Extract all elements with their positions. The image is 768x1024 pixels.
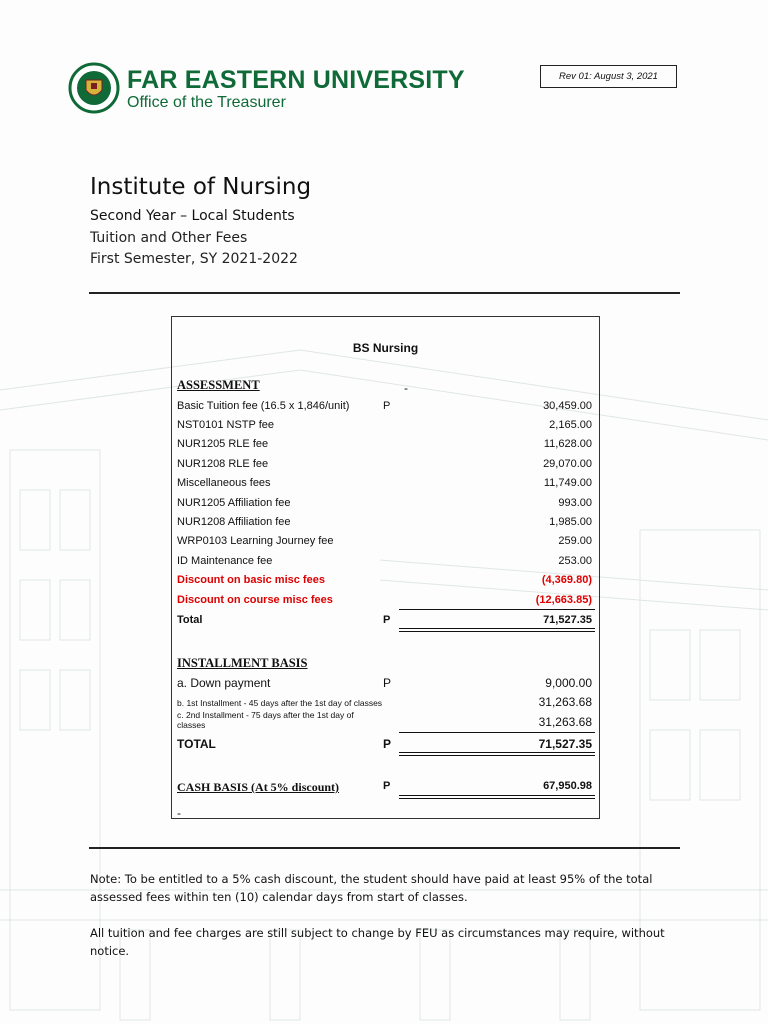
bottom-divider — [89, 847, 680, 849]
document-line-fees: Tuition and Other Fees — [90, 230, 248, 246]
fee-row — [172, 535, 599, 553]
fee-label: ID Maintenance fee — [177, 555, 273, 567]
university-name: FAR EASTERN UNIVERSITY — [127, 66, 465, 94]
fee-amount: 253.00 — [558, 555, 592, 567]
fee-amount: 1,985.00 — [549, 516, 592, 528]
subject-to-change-note: All tuition and fee charges are still subject to change by FEU as circumstances may require, without notice. — [90, 926, 665, 958]
fee-row — [172, 555, 599, 573]
installment-row — [172, 710, 599, 737]
fee-label: NUR1208 RLE fee — [177, 458, 269, 470]
total-amount: 71,527.35 — [543, 614, 592, 626]
total-row — [172, 614, 599, 632]
program-title: BS Nursing — [352, 341, 419, 355]
installment-amount: 9,000.00 — [545, 676, 592, 690]
fee-row — [172, 477, 599, 495]
currency-symbol: P — [383, 737, 392, 751]
office-name: Office of the Treasurer — [127, 94, 286, 111]
fee-amount: 2,165.00 — [549, 419, 592, 431]
fee-amount: 993.00 — [558, 497, 592, 509]
fee-row — [172, 438, 599, 456]
fee-amount: 30,459.00 — [543, 400, 592, 412]
cash-basis-underline — [399, 795, 595, 796]
fee-row — [172, 458, 599, 476]
currency-symbol: P — [383, 614, 391, 626]
discount-row — [172, 574, 599, 592]
installment-total-rule — [399, 732, 595, 733]
fee-label: NUR1205 Affiliation fee — [177, 497, 291, 509]
installment-total-double-underline — [399, 755, 595, 756]
installment-label: c. 2nd Installment - 75 days after the 1st day of classes — [177, 710, 354, 730]
fee-label: WRP0103 Learning Journey fee — [177, 535, 334, 547]
feu-seal-logo — [68, 58, 120, 118]
fee-amount: 11,749.00 — [543, 477, 592, 489]
installment-total-label: TOTAL — [177, 737, 216, 751]
fee-row — [172, 497, 599, 515]
installment-total-underline — [399, 752, 595, 753]
fee-label: Miscellaneous fees — [177, 477, 271, 489]
installment-heading: INSTALLMENT BASIS — [177, 656, 308, 670]
document-subtitle: Second Year – Local Students — [90, 208, 295, 224]
installment-label: b. 1st Installment - 45 days after the 1st day of classes — [177, 698, 383, 708]
installment-amount: 31,263.68 — [538, 715, 592, 729]
cash-discount-note: Note: To be entitled to a 5% cash discount, the student should have paid at least 95% of the total assessed fees within ten (10) calendar days from start of classes. — [90, 872, 653, 904]
total-label: Total — [177, 614, 203, 626]
installment-row — [172, 676, 599, 694]
trailing-mark: - — [177, 806, 181, 820]
discount-amount: (12,663.85) — [535, 594, 592, 606]
currency-symbol: P — [383, 676, 392, 690]
total-double-underline — [399, 631, 595, 632]
currency-symbol: P — [383, 400, 391, 412]
fee-row — [172, 419, 599, 437]
total-rule — [399, 609, 595, 610]
discount-label: Discount on basic misc fees — [177, 574, 325, 586]
currency-symbol: P — [383, 780, 391, 792]
fee-row — [172, 400, 599, 418]
discount-amount: (4,369.80) — [541, 574, 592, 586]
fee-label: Basic Tuition fee (16.5 x 1,846/unit) — [177, 400, 350, 412]
cash-basis-amount: 67,950.98 — [543, 780, 592, 792]
cash-basis-double-underline — [399, 798, 595, 799]
top-divider — [89, 292, 680, 294]
installment-total-amount: 71,527.35 — [538, 737, 592, 751]
fee-label: NUR1205 RLE fee — [177, 438, 269, 450]
fee-amount: 29,070.00 — [543, 458, 592, 470]
fee-label: NST0101 NSTP fee — [177, 419, 275, 431]
fee-label: NUR1208 Affiliation fee — [177, 516, 291, 528]
installment-label: a. Down payment — [177, 676, 271, 690]
document-title: Institute of Nursing — [90, 174, 312, 200]
fee-amount: 259.00 — [558, 535, 592, 547]
fee-row — [172, 516, 599, 534]
revision-box: Rev 01: August 3, 2021 — [540, 65, 677, 88]
assessment-heading: ASSESSMENT — [177, 378, 260, 392]
installment-amount: 31,263.68 — [538, 695, 592, 709]
document-line-semester: First Semester, SY 2021-2022 — [90, 251, 298, 267]
discount-label: Discount on course misc fees — [177, 594, 333, 606]
fee-table — [171, 316, 600, 819]
assessment-dash: - — [404, 381, 408, 395]
fee-amount: 11,628.00 — [543, 438, 592, 450]
cash-basis-label: CASH BASIS (At 5% discount) — [177, 780, 340, 794]
total-underline — [399, 628, 595, 629]
